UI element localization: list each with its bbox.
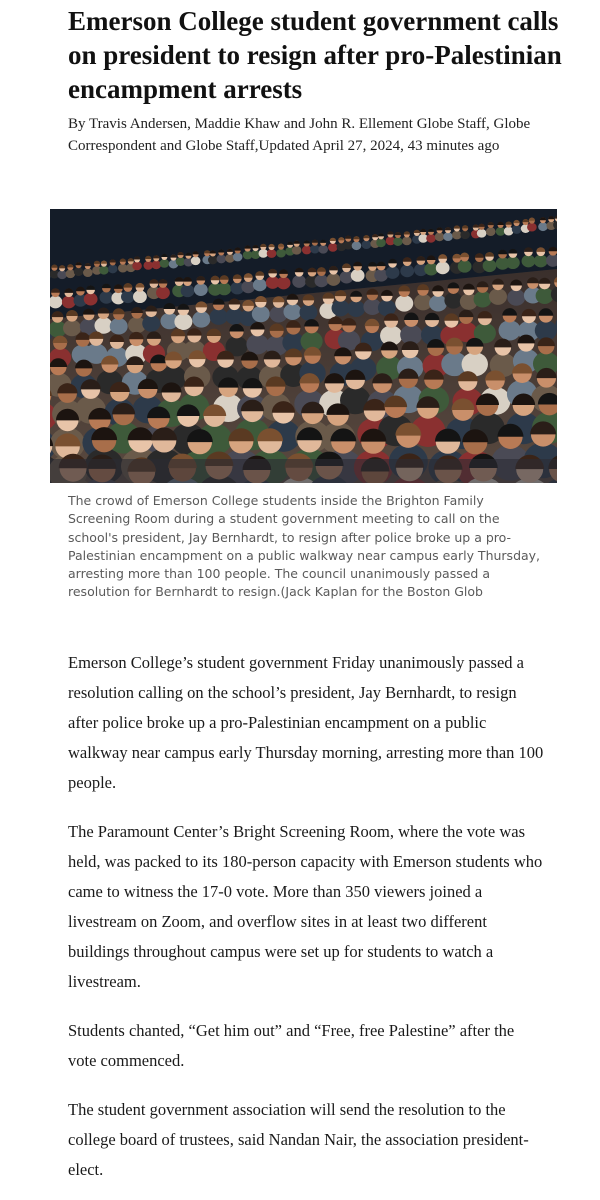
audience-member-body (483, 259, 497, 272)
audience-member-body (429, 295, 447, 312)
audience-member-body (191, 256, 201, 265)
audience-member-body (315, 275, 329, 288)
audience-member-body (181, 285, 195, 298)
audience-member-body (362, 240, 372, 249)
audience-member-body (292, 275, 306, 288)
audience-member-body (259, 249, 269, 258)
photo-caption: The crowd of Emerson College students inside the Brighton Family Screening Room during a student government meeting to call on the school's president, Jay Bernhardt, to resign after police broke up a pro-Palestinian encampment on a public walkway near campus early Thursday, arresting more than 100 people. The council unanimously passed a resolution for Bernhardt to resign.(Jack Kaplan for the Boston Glob (68, 493, 541, 600)
audience-member-body (253, 279, 267, 292)
audience-member-body (477, 229, 487, 238)
audience-member-body (57, 270, 67, 279)
audience-member-body (233, 253, 243, 262)
audience-member-body (66, 269, 76, 278)
audience-member-body (277, 277, 291, 290)
audience-member-body (426, 234, 436, 243)
audience-member-body (151, 260, 161, 269)
audience-member-body (506, 256, 520, 269)
audience-member-body (83, 268, 93, 277)
audience-member-body (332, 300, 350, 317)
audience-member-body (216, 255, 226, 264)
audience-member-body (252, 306, 270, 323)
audience-member-body (474, 291, 492, 308)
audience-member-body (499, 320, 521, 340)
headline: Emerson College student government calls on president to resign after pro-Palestinian encampment arrests (68, 6, 562, 104)
audience-member-body (351, 269, 365, 282)
audience-member-body (156, 286, 170, 299)
audience-member-body (133, 290, 147, 303)
audience-member-body (527, 223, 537, 232)
audience-member-body (192, 311, 210, 328)
audience-member-body (512, 225, 522, 234)
audience-member-body (132, 262, 142, 271)
audience-member-body (62, 296, 76, 309)
body-paragraph: Students chanted, “Get him out” and “Free, free Palestine” after the vote commenced. (68, 1021, 515, 1070)
audience-member-body (376, 238, 386, 247)
audience-member-body (310, 245, 320, 254)
audience-member-body (538, 222, 548, 231)
audience-member-body (443, 232, 453, 241)
audience-member-body (283, 303, 301, 320)
audience-member-body (174, 313, 192, 330)
audience-member-body (489, 288, 507, 305)
audience-member-body (241, 281, 255, 294)
audience-member-body (108, 265, 118, 274)
article-photo[interactable] (50, 209, 557, 483)
audience-member-body (343, 241, 353, 250)
audience-member-body (444, 292, 462, 309)
audience-member-body (160, 259, 170, 268)
audience-member-body (267, 249, 277, 258)
audience-member-body (534, 255, 548, 268)
audience-member-body (292, 246, 302, 255)
body-paragraph: The Paramount Center’s Bright Screening Room, where the vote was held, was packed to its 180-person capacity with Emerson students who came to witness the 17-0 vote. More than 350 viewers joined a livestream on Zoom, and overflow sites in at least two different buildings throughout campus were set up for students to watch a livestream. (68, 822, 543, 991)
audience-member-body (395, 295, 413, 312)
audience-member-body (110, 318, 128, 335)
audience-member-body (208, 256, 218, 265)
audience-member-body (217, 283, 231, 296)
audience-member-body (504, 227, 514, 236)
audience-member-body (458, 260, 472, 273)
body-paragraph: The student government association will send the resolution to the college board of trustees, said Nandan Nair, the association president-elect. (68, 1100, 529, 1179)
audience-member-body (378, 300, 396, 317)
byline: By Travis Andersen, Maddie Khaw and John R. Ellement Globe Staff, Globe Correspondent and Globe Staff,Updated April 27, 2024, 43 minutes ago (68, 116, 531, 154)
audience-member-body (63, 320, 81, 337)
audience-member-body (402, 236, 412, 245)
audience-member-body (246, 334, 268, 354)
audience-member-body (452, 231, 462, 240)
audience-member-body (74, 267, 84, 276)
audience-member-body (142, 315, 160, 332)
audience-member-body (84, 293, 98, 306)
audience-member-body (536, 287, 554, 304)
audience-member-body (393, 237, 403, 246)
body-paragraph: Emerson College’s student government Friday unanimously passed a resolution calling on the school’s president, Jay Bernhardt, to resign after police broke up a pro-Palestinian encampment on a public walkway near campus early Thursday morning, arresting more than 100 people. (68, 653, 544, 792)
audience-member-body (318, 245, 328, 254)
audience-member-body (328, 243, 338, 252)
audience-member-body (522, 255, 536, 268)
audience-member-body (99, 266, 109, 275)
crowd-photo-icon (50, 209, 557, 483)
audience-member-body (436, 262, 450, 275)
audience-member-body (299, 304, 317, 321)
audience-member-body (327, 273, 341, 286)
audience-member-body (121, 290, 135, 303)
audience-member-body (210, 308, 228, 325)
audience-member-body (352, 241, 362, 250)
audience-member-body (400, 265, 414, 278)
audience-member-body (194, 283, 208, 296)
audience-member-body (460, 230, 470, 239)
audience-member-body (347, 300, 365, 317)
audience-member-body (486, 227, 496, 236)
audience-member-body (276, 249, 286, 258)
audience-member-body (386, 266, 400, 279)
audience-member-body (507, 289, 525, 306)
audience-member-body (99, 291, 113, 304)
audience-member-body (302, 246, 312, 255)
audience-member-body (435, 232, 445, 241)
